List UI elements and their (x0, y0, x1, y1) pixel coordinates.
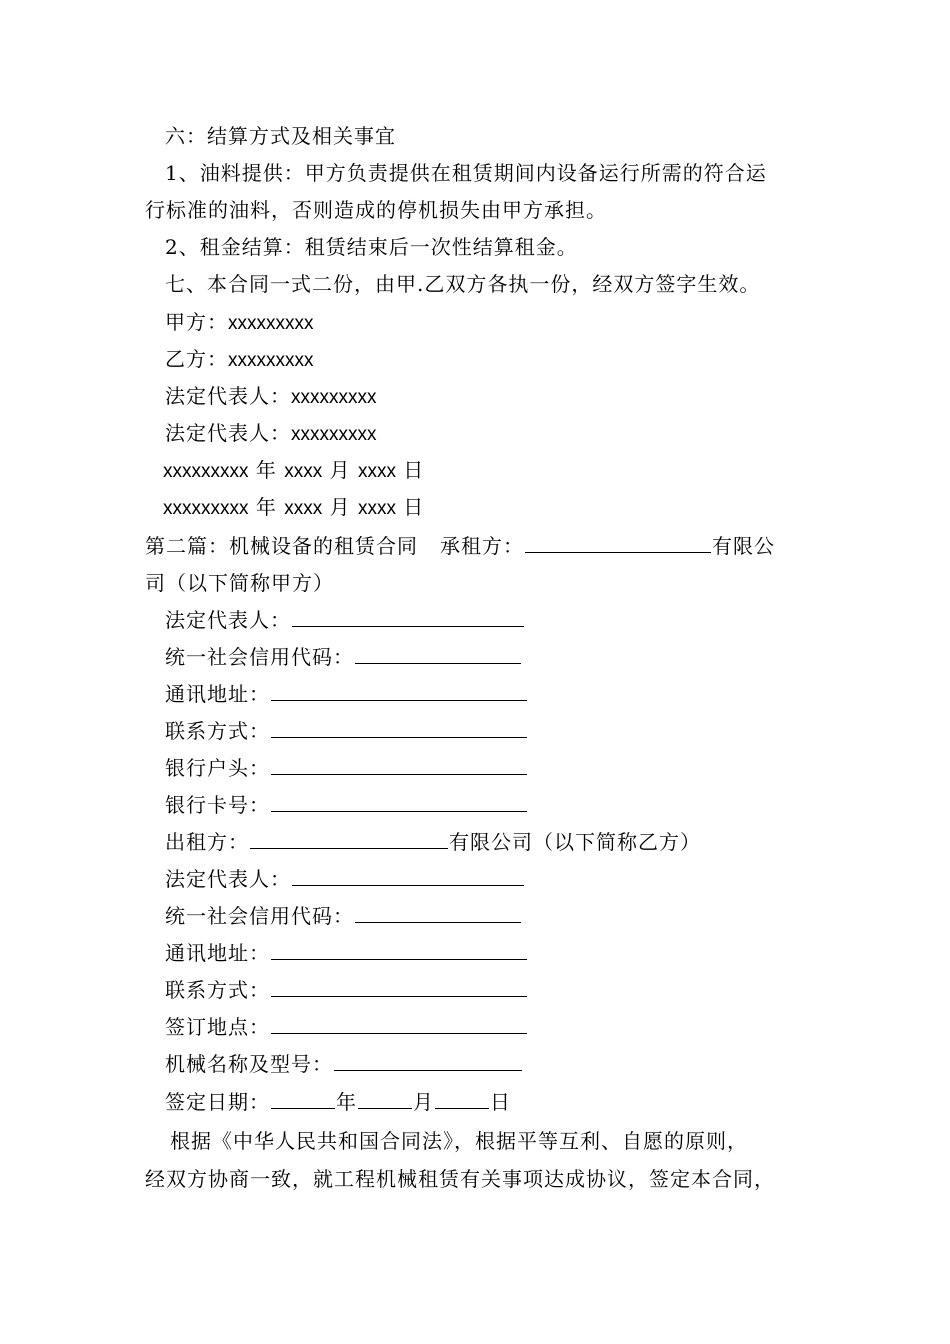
date2-month-unit: 月 (329, 495, 351, 519)
lessee-bank-name-blank[interactable] (271, 754, 527, 775)
section6-item1-line2: 行标准的油料，否则造成的停机损失由甲方承担。 (145, 198, 607, 222)
date2-month: xxxx (284, 498, 323, 519)
date2-day: xxxx (357, 498, 396, 519)
date1-day: xxxx (357, 461, 396, 482)
preamble-line2: 经双方协商一致，就工程机械租赁有关事项达成协议，签定本合同， (145, 1167, 775, 1191)
sign-year-unit: 年 (336, 1090, 357, 1114)
lessor-rep-label: 法定代表人： (165, 867, 291, 891)
lessee-label: 承租方： (440, 534, 524, 558)
lessee-bank-name-label: 银行户头： (165, 756, 270, 780)
sign-date-line (165, 1088, 511, 1116)
party-b-value: xxxxxxxxx (228, 350, 314, 371)
party-a-label: 甲方： (165, 310, 228, 334)
lessee-name-blank[interactable] (525, 532, 711, 553)
part2-heading-line (145, 532, 775, 560)
lessee-bank-card-line (165, 791, 528, 819)
sign-place-blank[interactable] (271, 1013, 527, 1034)
lessor-line (165, 828, 701, 856)
lessee-bank-card-label: 银行卡号： (165, 793, 270, 817)
preamble-line1: 根据《中华人民共和国合同法》，根据平等互利、自愿的原则， (170, 1129, 748, 1153)
rep1-line (165, 382, 377, 412)
sign-place-label: 签订地点： (165, 1015, 270, 1039)
rep2-line (165, 419, 377, 449)
section7: 七、本合同一式二份，由甲.乙双方各执一份，经双方签字生效。 (165, 272, 761, 296)
lessee-address-blank[interactable] (271, 680, 527, 701)
lessee-contact-blank[interactable] (271, 717, 527, 738)
lessee-rep-line (165, 606, 525, 634)
date1-month-unit: 月 (329, 458, 351, 482)
rep1-value: xxxxxxxxx (291, 387, 377, 408)
date2-year-unit: 年 (255, 495, 277, 519)
date2-day-unit: 日 (403, 495, 425, 519)
sign-day-unit: 日 (490, 1090, 511, 1114)
section6-title: 六：结算方式及相关事宜 (165, 124, 396, 148)
lessee-address-label: 通讯地址： (165, 682, 270, 706)
date2-line (163, 493, 424, 523)
section6-item2: 2、租金结算：租赁结束后一次性结算租金。 (165, 235, 578, 259)
machine-blank[interactable] (334, 1050, 522, 1071)
date1-line (163, 456, 424, 486)
lessee-credit-blank[interactable] (355, 643, 521, 664)
lessee-rep-blank[interactable] (292, 606, 524, 627)
lessor-suffix: 有限公司（以下简称乙方） (449, 830, 701, 854)
lessee-suffix-a: 有限公 (712, 534, 775, 558)
party-b-line (165, 345, 314, 375)
lessor-contact-label: 联系方式： (165, 978, 270, 1002)
part2-heading: 第二篇：机械设备的租赁合同 (145, 534, 418, 558)
date1-day-unit: 日 (403, 458, 425, 482)
rep1-label: 法定代表人： (165, 384, 291, 408)
lessee-rep-label: 法定代表人： (165, 608, 291, 632)
rep2-value: xxxxxxxxx (291, 424, 377, 445)
lessor-credit-label: 统一社会信用代码： (165, 904, 354, 928)
section6-item1-line1: 1、油料提供：甲方负责提供在租赁期间内设备运行所需的符合运 (165, 161, 767, 185)
machine-label: 机械名称及型号： (165, 1052, 333, 1076)
lessee-credit-label: 统一社会信用代码： (165, 645, 354, 669)
lessor-contact-line (165, 976, 528, 1004)
lessee-contact-line (165, 717, 528, 745)
lessor-credit-line (165, 902, 522, 930)
sign-date-label: 签定日期： (165, 1090, 270, 1114)
party-a-value: xxxxxxxxx (228, 313, 314, 334)
machine-line (165, 1050, 523, 1078)
lessor-credit-blank[interactable] (355, 902, 521, 923)
lessee-contact-label: 联系方式： (165, 719, 270, 743)
lessee-credit-line (165, 643, 522, 671)
lessee-address-line (165, 680, 528, 708)
lessor-rep-blank[interactable] (292, 865, 524, 886)
lessor-address-blank[interactable] (271, 939, 527, 960)
date2-year: xxxxxxxxx (163, 498, 249, 519)
date1-year: xxxxxxxxx (163, 461, 249, 482)
lessor-address-label: 通讯地址： (165, 941, 270, 965)
party-b-label: 乙方： (165, 347, 228, 371)
rep2-label: 法定代表人： (165, 421, 291, 445)
date1-month: xxxx (284, 461, 323, 482)
date1-year-unit: 年 (255, 458, 277, 482)
sign-day-blank[interactable] (435, 1088, 489, 1109)
lessee-bank-card-blank[interactable] (271, 791, 527, 812)
sign-month-blank[interactable] (358, 1088, 412, 1109)
sign-year-blank[interactable] (271, 1088, 335, 1109)
party-a-line (165, 308, 314, 338)
sign-month-unit: 月 (413, 1090, 434, 1114)
lessor-label: 出租方： (165, 830, 249, 854)
lessor-contact-blank[interactable] (271, 976, 527, 997)
lessee-suffix-b: 司（以下简称甲方） (145, 571, 334, 595)
lessee-bank-name-line (165, 754, 528, 782)
lessor-name-blank[interactable] (250, 828, 448, 849)
sign-place-line (165, 1013, 528, 1041)
lessor-rep-line (165, 865, 525, 893)
lessor-address-line (165, 939, 528, 967)
